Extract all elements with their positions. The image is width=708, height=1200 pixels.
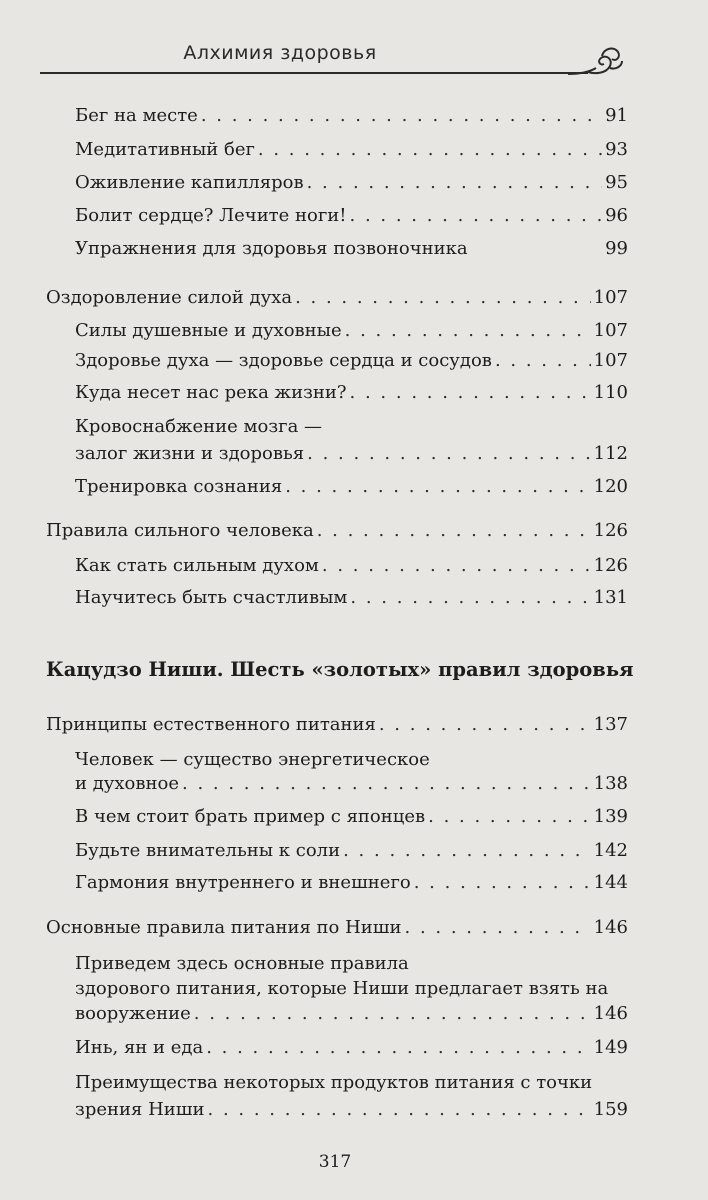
toc-chapter[interactable] bbox=[46, 712, 628, 738]
dot-leader bbox=[350, 380, 591, 406]
toc-entry-title: Упражнения для здоровья позвоночника bbox=[75, 238, 468, 259]
dot-leader bbox=[201, 103, 602, 129]
toc-chapter[interactable] bbox=[46, 915, 628, 941]
toc-entry-page: 126 bbox=[593, 555, 628, 576]
toc-entry-title: и духовное bbox=[75, 773, 180, 794]
dot-leader bbox=[350, 203, 603, 229]
toc-entry-page: 107 bbox=[593, 320, 628, 341]
dot-leader bbox=[285, 474, 590, 500]
toc-entry-page: 120 bbox=[593, 476, 628, 497]
toc-entry[interactable] bbox=[75, 870, 628, 896]
swirl-ornament-icon bbox=[566, 44, 626, 80]
toc-chapter-title: Оздоровление силой духа bbox=[46, 287, 293, 308]
toc-entry-page: 131 bbox=[593, 587, 628, 608]
toc-entry-title: Здоровье духа — здоровье сердца и сосудов bbox=[75, 350, 492, 371]
toc-entry[interactable] bbox=[75, 1097, 628, 1123]
toc-entry[interactable] bbox=[75, 441, 628, 467]
toc-entry-page: 96 bbox=[605, 205, 628, 226]
toc-chapter-page: 107 bbox=[593, 287, 628, 308]
toc-entry[interactable] bbox=[75, 170, 628, 196]
toc-entry[interactable] bbox=[75, 804, 628, 830]
toc-entry-title-line1: Кровоснабжение мозга — bbox=[75, 416, 323, 437]
toc-entry-title: Куда несет нас река жизни? bbox=[75, 382, 347, 403]
dot-leader bbox=[495, 348, 591, 374]
toc-entry[interactable] bbox=[75, 103, 628, 129]
toc-entry[interactable] bbox=[75, 474, 628, 500]
toc-entry[interactable] bbox=[75, 318, 628, 344]
toc-entry[interactable] bbox=[75, 585, 628, 611]
toc-entry[interactable] bbox=[75, 1001, 628, 1027]
dot-leader bbox=[343, 838, 591, 864]
dot-leader bbox=[194, 1001, 591, 1027]
toc-entry-page: 112 bbox=[593, 443, 628, 464]
dot-leader bbox=[307, 441, 590, 467]
toc-entry[interactable] bbox=[75, 553, 628, 579]
toc-entry-page: 93 bbox=[605, 139, 628, 160]
running-title: Алхимия здоровья bbox=[183, 42, 377, 64]
dot-leader bbox=[208, 1097, 591, 1123]
dot-leader bbox=[379, 712, 591, 738]
toc-chapter-page: 126 bbox=[593, 520, 628, 541]
toc-chapter-title: Основные правила питания по Ниши bbox=[46, 917, 402, 938]
dot-leader bbox=[322, 553, 591, 579]
toc-entry-title: Медитативный бег bbox=[75, 139, 255, 160]
toc-entry[interactable] bbox=[75, 1035, 628, 1061]
toc-entry-page: 142 bbox=[593, 840, 628, 861]
toc-entry-title: Болит сердце? Лечите ноги! bbox=[75, 205, 347, 226]
dot-leader bbox=[182, 771, 591, 797]
toc-entry-title: Оживление капилляров bbox=[75, 172, 304, 193]
dot-leader bbox=[350, 585, 590, 611]
toc-entry-title: Бег на месте bbox=[75, 105, 198, 126]
header-rule bbox=[40, 72, 588, 74]
toc-entry-page: 144 bbox=[593, 872, 628, 893]
toc-chapter-page: 146 bbox=[593, 917, 628, 938]
dot-leader bbox=[307, 170, 602, 196]
toc-entry-title: залог жизни и здоровья bbox=[75, 443, 305, 464]
toc-entry-title: Научитесь быть счастливым bbox=[75, 587, 348, 608]
toc-entry[interactable] bbox=[75, 137, 628, 163]
toc-entry-title: Гармония внутреннего и внешнего bbox=[75, 872, 411, 893]
toc-entry-page: 159 bbox=[593, 1099, 628, 1120]
toc-chapter[interactable] bbox=[46, 285, 628, 311]
toc-entry-title: вооружение bbox=[75, 1003, 191, 1024]
toc-entry[interactable] bbox=[75, 236, 628, 262]
toc-entry-title: Силы душевные и духовные bbox=[75, 320, 342, 341]
toc-entry-page: 95 bbox=[605, 172, 628, 193]
toc-entry-title: В чем стоит брать пример с японцев bbox=[75, 806, 426, 827]
dot-leader bbox=[258, 137, 602, 163]
section-heading[interactable]: Кацудзо Ниши. Шесть «золотых» правил здоровья bbox=[46, 658, 634, 681]
toc-entry-title: зрения Ниши bbox=[75, 1099, 205, 1120]
toc-entry-page: 146 bbox=[593, 1003, 628, 1024]
toc-entry-title-line1: Человек — существо энергетическое bbox=[75, 749, 430, 770]
toc-entry-title-line1: Преимущества некоторых продуктов питания с точки bbox=[75, 1072, 593, 1093]
dot-leader bbox=[317, 518, 591, 544]
toc-chapter-title: Принципы естественного питания bbox=[46, 714, 376, 735]
toc-chapter-title: Правила сильного человека bbox=[46, 520, 314, 541]
dot-leader bbox=[206, 1035, 590, 1061]
toc-chapter[interactable] bbox=[46, 518, 628, 544]
toc-entry[interactable] bbox=[75, 380, 628, 406]
toc-entry[interactable] bbox=[75, 771, 628, 797]
toc-entry[interactable] bbox=[75, 203, 628, 229]
toc-entry-title: Как стать сильным духом bbox=[75, 555, 319, 576]
toc-entry-title-line2: здорового питания, которые Ниши предлагает взять на bbox=[75, 978, 609, 999]
toc-entry-title: Инь, ян и еда bbox=[75, 1037, 204, 1058]
toc-entry-page: 138 bbox=[593, 773, 628, 794]
toc-entry[interactable] bbox=[75, 348, 628, 374]
toc-entry-page: 91 bbox=[605, 105, 628, 126]
dot-leader bbox=[405, 915, 591, 941]
dot-leader bbox=[428, 804, 591, 830]
toc-entry-page: 107 bbox=[593, 350, 628, 371]
dot-leader bbox=[345, 318, 591, 344]
toc-chapter-page: 137 bbox=[593, 714, 628, 735]
toc-entry-title: Тренировка сознания bbox=[75, 476, 283, 497]
toc-entry-page: 99 bbox=[605, 238, 628, 259]
toc-entry[interactable] bbox=[75, 838, 628, 864]
toc-entry-title: Будьте внимательны к соли bbox=[75, 840, 341, 861]
page-number: 317 bbox=[318, 1152, 352, 1172]
toc-entry-page: 110 bbox=[593, 382, 628, 403]
toc-entry-title-line1: Приведем здесь основные правила bbox=[75, 953, 409, 974]
dot-leader bbox=[414, 870, 591, 896]
toc-entry-page: 139 bbox=[593, 806, 628, 827]
dot-leader bbox=[295, 285, 591, 311]
toc-entry-page: 149 bbox=[593, 1037, 628, 1058]
